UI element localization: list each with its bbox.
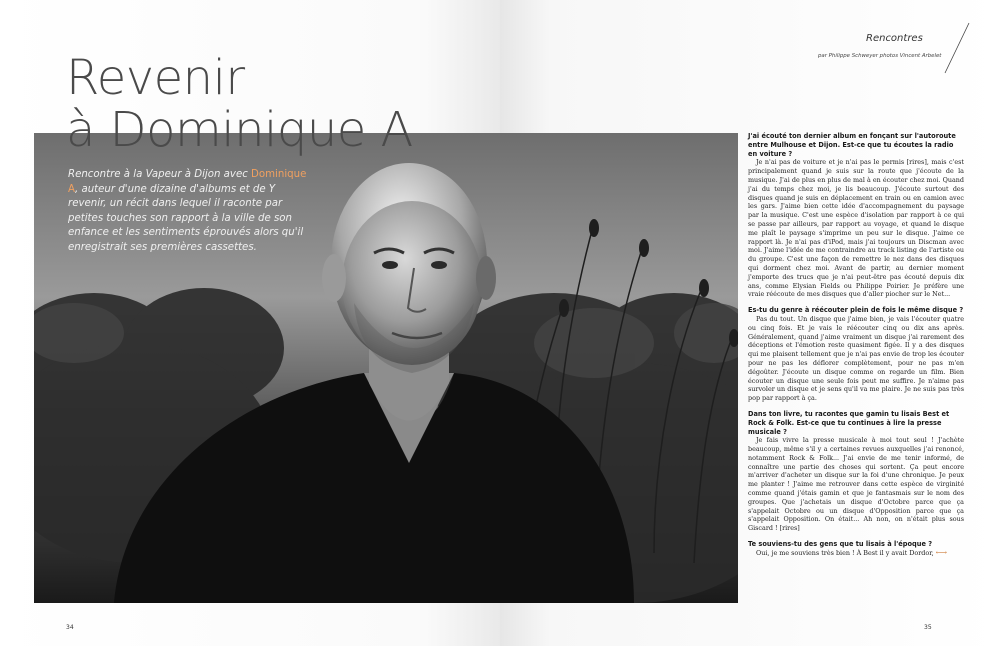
interview-question: Dans ton livre, tu racontes que gamin tu lisais Best et Rock & Folk. Est-ce que tu continues à lire la presse musicale ?: [748, 409, 950, 436]
article-intro: [68, 168, 312, 256]
interview-question: J'ai écouté ton dernier album en fonçant sur l'autoroute entre Mulhouse et Dijon. Est-ce que tu écoutes la radio en voiture ?: [748, 132, 956, 158]
intro-artist-name: Dominique A: [68, 169, 307, 195]
title-line-2: à Dominique A: [66, 102, 413, 158]
intro-text-2: , auteur d'une dizaine d'albums et de Y revenir, un récit dans lequel il raconte par petites touches son rapport à la ville de son enfance et les sentiments éprouvés alors qu'il enregistrait ses premières cassettes.: [68, 183, 304, 253]
title-line-1: Revenir: [66, 50, 245, 106]
page-number-left: 34: [66, 624, 74, 631]
interview-answer: Pas du tout. Un disque que j'aime bien, je vais l'écouter quatre ou cinq fois. Et je vais le réécouter cinq ou dix ans après. Généralement, quand j'aime vraiment un disque j'ai rarement des déceptions et l'émotion reste quasiment figée. Il y a des disques qui me plaisent tellement que je n'ai pas envie de trop les écouter pour ne pas les déflorer complètement, pour ne pas m'en dégoûter. J'écoute un disque comme on regarde un film. Bien écouter un disque une seule fois peut me suffire. Je n'aime pas survoler un disque et je sens qu'il va me plaire. Je ne suis pas très pop par rapport à ça.: [748, 314, 964, 403]
header-slash-decoration: [944, 22, 970, 74]
interview-question: Es-tu du genre à réécouter plein de fois le même disque ?: [748, 306, 964, 315]
interview-answer-text: Oui, je me souviens très bien ! À Best il y avait Dordor,: [756, 548, 934, 557]
interview-answer: Je n'ai pas de voiture et je n'ai pas le permis [rires], mais c'est principalement quand je suis sur la route que j'écoute de la musique. J'ai de plus en plus de mal à en écouter chez moi. Quand j'ai du temps chez moi, je lis beaucoup. J'écoute surtout des disques quand je suis en déplacement en train ou en camion avec les gars. J'aime bien cette idée d'accompagnement du paysage par la musique. C'est une espèce d'isolation par rapport à ce qui se passe par ailleurs, par rapport au voyage, et quand le disque me plaît le paysage s'imprime un peu sur le disque. J'aime ce rapport là. Je n'ai pas d'iPod, mais j'ai toujours un Discman avec moi. J'aime l'idée de me contraindre au track listing de l'artiste ou du groupe. C'est une façon de remettre le nez dans des disques qui dorment chez moi. Avant de partir, au dernier moment j'emporte des trucs que je n'ai peut-être pas écouté depuis dix ans, comme Elysian Fields ou Philippe Poirier. Je préfère une vraie réécoute de mes disques que d'aller piocher sur le Net...: [748, 158, 964, 299]
section-label: Rencontres: [866, 33, 923, 44]
interview-answer: [748, 549, 964, 558]
article-credits: par Philippe Schweyer photos Vincent Arbelet: [818, 53, 942, 59]
page-number-right: 35: [924, 624, 932, 631]
continue-arrow-icon: ⟷: [935, 547, 948, 557]
interview-column: [748, 132, 964, 558]
interview-answer: Je fais vivre la presse musicale à moi tout seul ! J'achète beaucoup, même s'il y a certaines revues auxquelles j'ai renoncé, notamment Rock & Folk... J'ai envie de me tenir informé, de connaître une partie des choses qui sortent. Ça peut encore m'arriver d'acheter un disque sur la foi d'une chronique. Je peux me planter ! J'aime me retrouver dans cette espèce de virginité comme quand j'étais gamin et que je fantasmais sur le nom des groupes. Que j'achetais un disque d'Octobre parce que ça s'appelait Octobre ou un disque d'Opposition parce que ça s'appelait Opposition. On était... Ah non, on n'était plus sous Giscard ! [rires]: [748, 436, 964, 533]
article-title: [66, 52, 413, 156]
intro-text-1: Rencontre à la Vapeur à Dijon avec: [68, 169, 252, 180]
interview-question: Te souviens-tu des gens que tu lisais à l'époque ?: [748, 540, 933, 549]
